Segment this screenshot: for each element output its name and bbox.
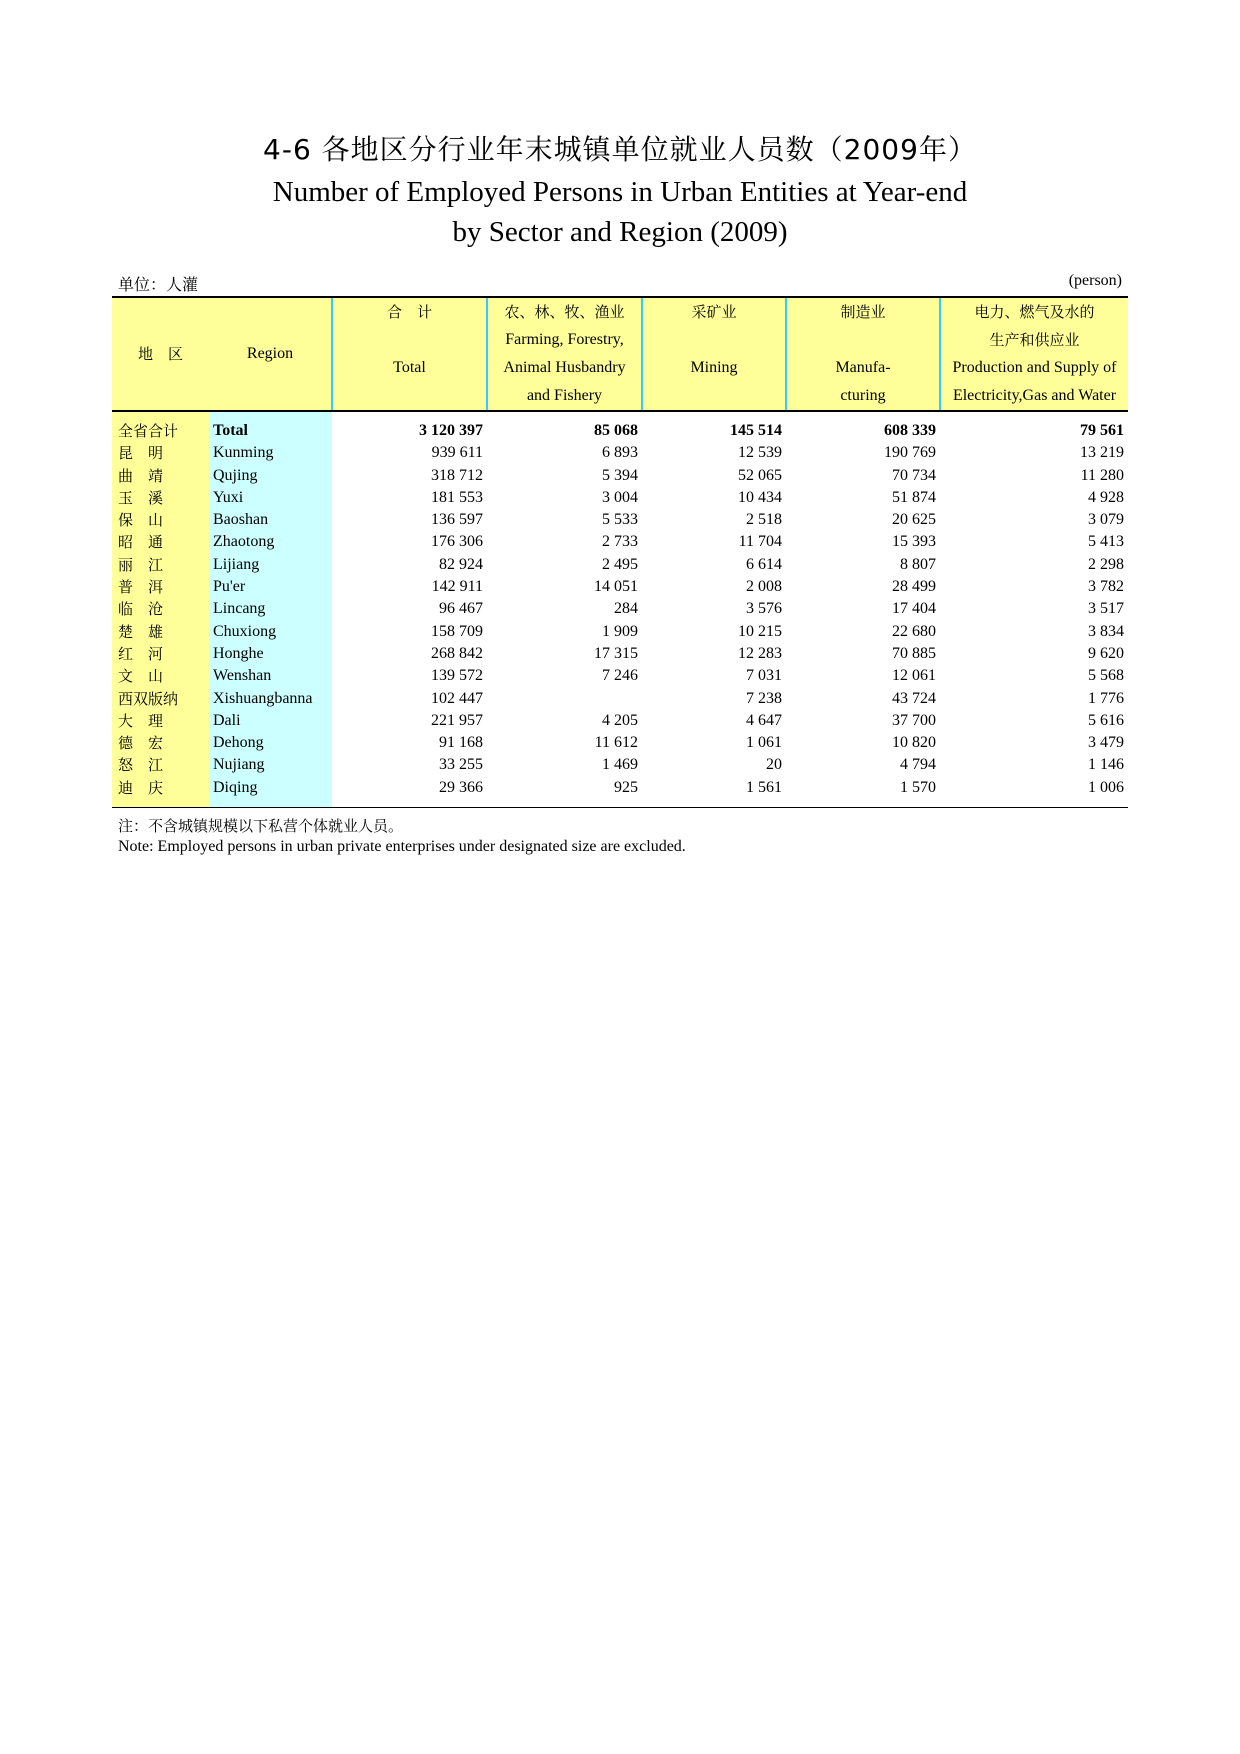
cell-utilities: 1 776 (1088, 689, 1124, 707)
cell-manufacturing: 43 724 (892, 689, 936, 707)
cell-farming: 6 893 (602, 444, 638, 462)
cell-region-chinese: 昆 明 (112, 442, 209, 464)
cell-region-english: Honghe (209, 643, 332, 665)
cell-region-chinese: 临 沧 (112, 598, 209, 620)
cell-total: 176 306 (431, 533, 483, 551)
cell-manufacturing: 28 499 (892, 578, 936, 596)
cell-region-chinese: 大 理 (112, 710, 209, 732)
cell-farming: 5 533 (602, 511, 638, 529)
cell-farming: 85 068 (594, 422, 638, 439)
cell-total: 142 911 (431, 578, 483, 596)
cell-mining: 2 008 (746, 578, 782, 596)
cell-utilities: 11 280 (1080, 466, 1124, 484)
cell-farming (487, 688, 642, 710)
cell-region-chinese: 西双版纳 (112, 688, 209, 710)
cell-manufacturing: 22 680 (892, 622, 936, 640)
cell-mining: 1 561 (642, 777, 786, 808)
cell-region-chinese: 曲 靖 (112, 465, 209, 487)
cell-total: 91 168 (439, 734, 483, 752)
employment-table (112, 296, 1128, 808)
cell-total: 158 709 (431, 622, 483, 640)
cell-utilities: 4 928 (1088, 488, 1124, 506)
cell-total: 139 572 (431, 667, 483, 685)
cell-region-english: Wenshan (209, 665, 332, 687)
cell-manufacturing: 15 393 (892, 533, 936, 551)
cell-region-english: Kunming (209, 442, 332, 464)
table-row (112, 754, 1128, 776)
cell-mining: 3 576 (746, 600, 782, 618)
cell-farming: 1 469 (602, 756, 638, 774)
cell-mining: 1 061 (746, 734, 782, 752)
cell-region-chinese: 德 宏 (112, 732, 209, 754)
table-row (112, 576, 1128, 598)
header-mining: 采矿业 Mining (642, 297, 786, 411)
cell-region-chinese: 昭 通 (112, 531, 209, 553)
cell-region-chinese: 普 洱 (112, 576, 209, 598)
table-row (112, 487, 1128, 509)
cell-region-english: Zhaotong (209, 531, 332, 553)
cell-mining: 12 283 (738, 644, 782, 662)
cell-mining: 7 238 (746, 689, 782, 707)
cell-mining: 11 704 (738, 533, 782, 551)
cell-total: 29 366 (332, 777, 487, 808)
cell-manufacturing: 4 794 (900, 756, 936, 774)
cell-manufacturing: 37 700 (892, 711, 936, 729)
cell-manufacturing: 608 339 (884, 422, 936, 439)
cell-manufacturing: 1 570 (786, 777, 940, 808)
cell-utilities: 3 079 (1088, 511, 1124, 529)
table-row (112, 665, 1128, 687)
cell-manufacturing: 8 807 (900, 555, 936, 573)
table-row (112, 710, 1128, 732)
cell-mining: 10 434 (738, 488, 782, 506)
cell-farming: 1 909 (602, 622, 638, 640)
cell-manufacturing: 17 404 (892, 600, 936, 618)
cell-region-english: Pu'er (209, 576, 332, 598)
cell-region-english: Nujiang (209, 754, 332, 776)
cell-region-chinese: 保 山 (112, 509, 209, 531)
footnote-english: Note: Employed persons in urban private enterprises under designated size are excluded. (118, 838, 686, 855)
cell-farming: 2 495 (602, 555, 638, 573)
cell-utilities: 1 146 (1088, 756, 1124, 774)
table-row (112, 531, 1128, 553)
table-row (112, 554, 1128, 576)
cell-farming: 5 394 (602, 466, 638, 484)
cell-utilities: 9 620 (1088, 644, 1124, 662)
table-row (112, 442, 1128, 464)
cell-mining: 20 (766, 756, 782, 774)
cell-manufacturing: 12 061 (892, 667, 936, 685)
header-region-english: Region (209, 297, 332, 411)
cell-utilities: 3 517 (1088, 600, 1124, 618)
cell-manufacturing: 70 885 (892, 644, 936, 662)
cell-farming: 7 246 (602, 667, 638, 685)
cell-region-chinese: 楚 雄 (112, 621, 209, 643)
cell-region-english: Yuxi (209, 487, 332, 509)
cell-region-english: Dehong (209, 732, 332, 754)
cell-region-english: Dali (209, 710, 332, 732)
cell-farming: 284 (614, 600, 638, 618)
unit-label-chinese: 单位：人灌 (118, 275, 199, 294)
cell-mining: 52 065 (738, 466, 782, 484)
cell-manufacturing: 70 734 (892, 466, 936, 484)
cell-utilities: 2 298 (1088, 555, 1124, 573)
cell-utilities: 3 834 (1088, 622, 1124, 640)
cell-utilities: 5 616 (1088, 711, 1124, 729)
cell-mining: 4 647 (746, 711, 782, 729)
cell-region-chinese: 全省合计 (112, 411, 209, 442)
cell-total: 3 120 397 (419, 422, 483, 439)
cell-mining: 6 614 (746, 555, 782, 573)
cell-total: 33 255 (439, 756, 483, 774)
header-total: 合 计 Total (332, 297, 487, 411)
cell-farming: 17 315 (594, 644, 638, 662)
cell-manufacturing: 20 625 (892, 511, 936, 529)
cell-utilities: 79 561 (1080, 422, 1124, 439)
cell-manufacturing: 51 874 (892, 488, 936, 506)
page-title-english-line1: Number of Employed Persons in Urban Entities at Year-end (272, 176, 968, 208)
table-row (112, 732, 1128, 754)
cell-region-english: Total (209, 411, 332, 442)
table-row (112, 777, 1128, 808)
cell-farming: 925 (487, 777, 642, 808)
cell-total: 82 924 (439, 555, 483, 573)
cell-mining: 7 031 (746, 667, 782, 685)
table-header (112, 297, 1128, 411)
cell-region-english: Chuxiong (209, 621, 332, 643)
cell-farming: 3 004 (602, 488, 638, 506)
cell-region-english: Xishuangbanna (209, 688, 332, 710)
cell-total: 102 447 (431, 689, 483, 707)
cell-region-chinese: 怒 江 (112, 754, 209, 776)
header-manufacturing: 制造业 Manufa- cturing (786, 297, 940, 411)
cell-region-chinese: 文 山 (112, 665, 209, 687)
cell-region-english: Qujing (209, 465, 332, 487)
cell-mining: 145 514 (730, 422, 782, 439)
page-title-english-line2: by Sector and Region (2009) (452, 216, 788, 248)
cell-utilities: 5 568 (1088, 667, 1124, 685)
cell-region-english: Baoshan (209, 509, 332, 531)
cell-region-english: Lincang (209, 598, 332, 620)
cell-manufacturing: 10 820 (892, 734, 936, 752)
cell-utilities: 1 006 (940, 777, 1128, 808)
table-row (112, 688, 1128, 710)
table-row (112, 621, 1128, 643)
cell-region-chinese: 丽 江 (112, 554, 209, 576)
cell-farming: 11 612 (594, 734, 638, 752)
table-row (112, 411, 1128, 442)
header-utilities: 电力、燃气及水的 生产和供应业 Production and Supply of Electricity,Gas and Water (940, 297, 1128, 411)
table-row (112, 509, 1128, 531)
cell-mining: 2 518 (746, 511, 782, 529)
table-row (112, 643, 1128, 665)
cell-total: 221 957 (431, 711, 483, 729)
cell-total: 318 712 (431, 466, 483, 484)
cell-farming: 4 205 (602, 711, 638, 729)
cell-utilities: 3 782 (1088, 578, 1124, 596)
table-body (112, 411, 1128, 808)
header-farming: 农、林、牧、渔业 Farming, Forestry, Animal Husbandry and Fishery (487, 297, 642, 411)
cell-mining: 12 539 (738, 444, 782, 462)
cell-total: 96 467 (439, 600, 483, 618)
cell-utilities: 5 413 (1088, 533, 1124, 551)
cell-farming: 14 051 (594, 578, 638, 596)
employment-table-container (112, 296, 1128, 808)
page-title-chinese: 4-6 各地区分行业年末城镇单位就业人员数（2009年） (263, 133, 977, 166)
cell-total: 181 553 (431, 488, 483, 506)
cell-farming: 2 733 (602, 533, 638, 551)
table-row (112, 465, 1128, 487)
cell-region-chinese: 迪 庆 (112, 777, 209, 808)
footnote-chinese: 注：不含城镇规模以下私营个体就业人员。 (118, 817, 404, 835)
table-row (112, 598, 1128, 620)
cell-total: 268 842 (431, 644, 483, 662)
cell-mining: 10 215 (738, 622, 782, 640)
cell-region-chinese: 红 河 (112, 643, 209, 665)
cell-region-chinese: 玉 溪 (112, 487, 209, 509)
cell-region-english: Diqing (209, 777, 332, 808)
cell-utilities: 13 219 (1080, 444, 1124, 462)
unit-label-english: (person) (1068, 272, 1122, 289)
cell-region-english: Lijiang (209, 554, 332, 576)
cell-manufacturing: 190 769 (884, 444, 936, 462)
cell-utilities: 3 479 (1088, 734, 1124, 752)
cell-total: 136 597 (431, 511, 483, 529)
header-region-chinese: 地 区 (112, 297, 209, 411)
cell-total: 939 611 (431, 444, 483, 462)
